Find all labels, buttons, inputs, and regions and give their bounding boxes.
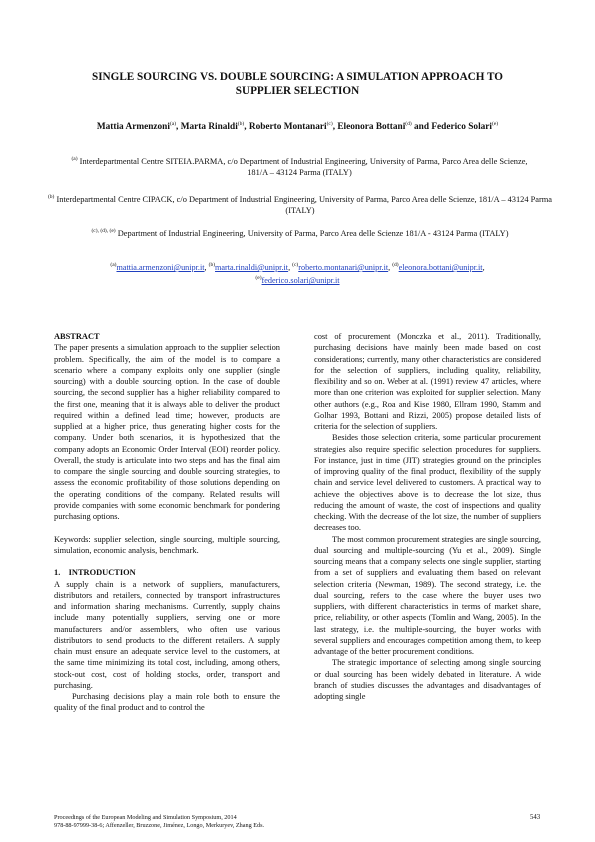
footer-isbn: 978-88-97999-38-6; Affenzeller, Bruzzone, Jiménez, Longo, Merkuryev, Zhang Eds.: [54, 822, 265, 830]
email-mark: (b): [208, 262, 216, 268]
affiliation: [46, 192, 554, 217]
email-link[interactable]: marta.rinaldi@unipr.it: [215, 263, 289, 272]
author-name: Marta Rinaldi: [180, 122, 238, 132]
author-separator: ,: [176, 122, 181, 132]
section-heading: 1. INTRODUCTION: [54, 568, 136, 578]
author-list: [40, 121, 555, 132]
paragraph: The strategic importance of selecting among single sourcing or dual sourcing has been widely debated in literature. A wide branch of studies discusses the advantages and disadvantages of adopting single: [314, 658, 541, 701]
author-separator: and: [411, 122, 432, 132]
email-link[interactable]: mattia.armenzoni@unipr.it: [116, 263, 205, 272]
author-mark: (e): [492, 121, 499, 127]
email-link[interactable]: roberto.montanari@unipr.it: [298, 263, 389, 272]
author-name: Roberto Montanari: [248, 122, 327, 132]
affiliation: [62, 154, 537, 179]
paper-title: SINGLE SOURCING VS. DOUBLE SOURCING: A SIMULATION APPROACH TO SUPPLIER SELECTION: [91, 71, 503, 97]
affiliation-mark: (b): [47, 194, 55, 200]
author-mark: (c): [326, 121, 333, 127]
author-name: Federico Solari: [431, 122, 493, 132]
email-link[interactable]: federico.solari@unipr.it: [261, 276, 340, 286]
author-separator: ,: [244, 122, 249, 132]
author-mark: (a): [169, 121, 177, 127]
right-column: [314, 331, 541, 702]
affiliation-text: Interdepartmental Centre CIPACK, c/o Department of Industrial Engineering, University of Parma, Parco Area delle Scienze, 181/A – 43124 Parma (ITALY): [56, 195, 553, 216]
author-mark: (d): [405, 121, 412, 127]
email-mark: (d): [392, 262, 399, 268]
footer-proceedings: Proceedings of the European Modeling and Simulation Symposium, 2014: [54, 814, 237, 821]
affiliation-mark: (a): [71, 156, 78, 162]
page-number: 543: [530, 814, 541, 821]
affiliation: [56, 226, 544, 239]
affiliation-text: Interdepartmental Centre SITEIA.PARMA, c/o Department of Industrial Engineering, University of Parma, Parco Area delle Scienze, 181/A – 43124 Parma (ITALY): [79, 157, 528, 178]
abstract-heading: ABSTRACT: [54, 332, 100, 341]
paragraph: Purchasing decisions play a main role both to ensure the quality of the final product and to control the: [54, 692, 280, 713]
paragraph: cost of procurement (Monczka et al., 2011). Traditionally, purchasing decisions have mainly been made based on cost considerations; currently, many other characteristics are considered for the selection of suppliers, including quality, reliability, flexibility and so on. Weber at al. (1991) review 47 articles, where more than one criterion was exploited for supplier selection. Many other authors (e.g., Roa and Kise 1980, Ellram 1990, Stamm and Golhar 1993, Bottani and Rizzi, 2005) propose detailed lists of criteria for the selection of suppliers.: [314, 332, 541, 431]
abstract-text: The paper presents a simulation approach to the supplier selection problem. Specifically, the aim of the model is to compare a scenario where a company exploits only one supplier (single sourcing) with a double sourcing option. In the case of double sourcing, the second supplier has a higher reliability compared to the first one, meaning that it is always able to deliver the product required within a defined lead time; however, products are supplied at a higher price, thus generating higher costs for the company. Under both scenarios, it is hypothesized that the company adopts an Economic Order Interval (EOI) reorder policy. Overall, the study is articulate into two steps and has the final aim to compare the single sourcing and double sourcing strategies, to assess the economic profitability of those solutions depending on the operating conditions of the company. Related results will provide companies with some economic benchmark for pondering purchasing options.: [54, 343, 280, 521]
affiliation-text: Department of Industrial Engineering, University of Parma, Parco Area delle Scienze 181/A - 43124 Parma (ITALY): [117, 229, 509, 238]
author-separator: ,: [332, 122, 338, 132]
paragraph: A supply chain is a network of suppliers, manufacturers, distributors and retailers, connected by transport infrastructures and information sharing mechanisms. Currently, supply chains include many potentially suppliers, serving one or more manufacturers and/or assemblers, who often use various distributors to send products to the different retailers. A supply chain must ensure an adequate service level to the customers, at the same time minimizing its total cost, including, among others, stock-out cost, cost of holding stocks, order, transport and purchasing.: [54, 579, 280, 690]
author-name: Mattia Armenzoni: [96, 122, 170, 132]
author-mark: (b): [237, 121, 245, 127]
keywords: Keywords: supplier selection, single sourcing, multiple sourcing, simulation, economic analysis, benchmark.: [54, 534, 280, 555]
paragraph: The most common procurement strategies are single sourcing, dual sourcing and multiple-sourcing (Yu et al., 2009). Single sourcing means that a company selects one single supplier, starting from a set of suppliers and evaluating them based on relevant selection criteria (Newman, 1989). The second strategy, i.e. the dual sourcing, refers to the case where the buyer uses two suppliers, with different characteristics in terms of market share, price, reliability, or other aspects (Tomlin and Wang, 2005). In the last strategy, i.e. the multiple-sourcing, the buyer works with several suppliers and encourages competition among them, to keep advantage of the better procurement conditions.: [314, 534, 541, 656]
email-mark: (a): [110, 262, 117, 268]
email-list: $^{(a)}$mattia.armenzoni@unipr.it, $^{(b)}$marta.rinaldi@unipr.it, $^{(c)}$roberto.montanari@unipr.it, $^{(d)}$eleonora.bottani@unipr.it, $^{(e)}$federico.solari@unipr.it: [110, 262, 485, 286]
email-mark: (e): [255, 275, 262, 282]
paragraph: Besides those selection criteria, some particular procurement strategies also require specific selection procedures for suppliers. For instance, just in time (JIT) strategies ground on the principles of improving quality of the final product, flexibility of the supply chain and service level delivered to customers. A practical way to achieve the objectives above is to decrease the lot size, thus reducing the amount of waste, the cost of inspections and quality checking. With the decrease of the lot size, the number of suppliers decreases too.: [314, 433, 541, 533]
affiliation-mark: (c), (d), (e): [91, 228, 116, 234]
left-column: [54, 331, 280, 714]
email-mark: (c): [292, 262, 299, 268]
page-footer: [54, 814, 264, 831]
email-link[interactable]: eleonora.bottani@unipr.it: [398, 263, 483, 272]
author-name: Eleonora Bottani: [337, 122, 406, 132]
